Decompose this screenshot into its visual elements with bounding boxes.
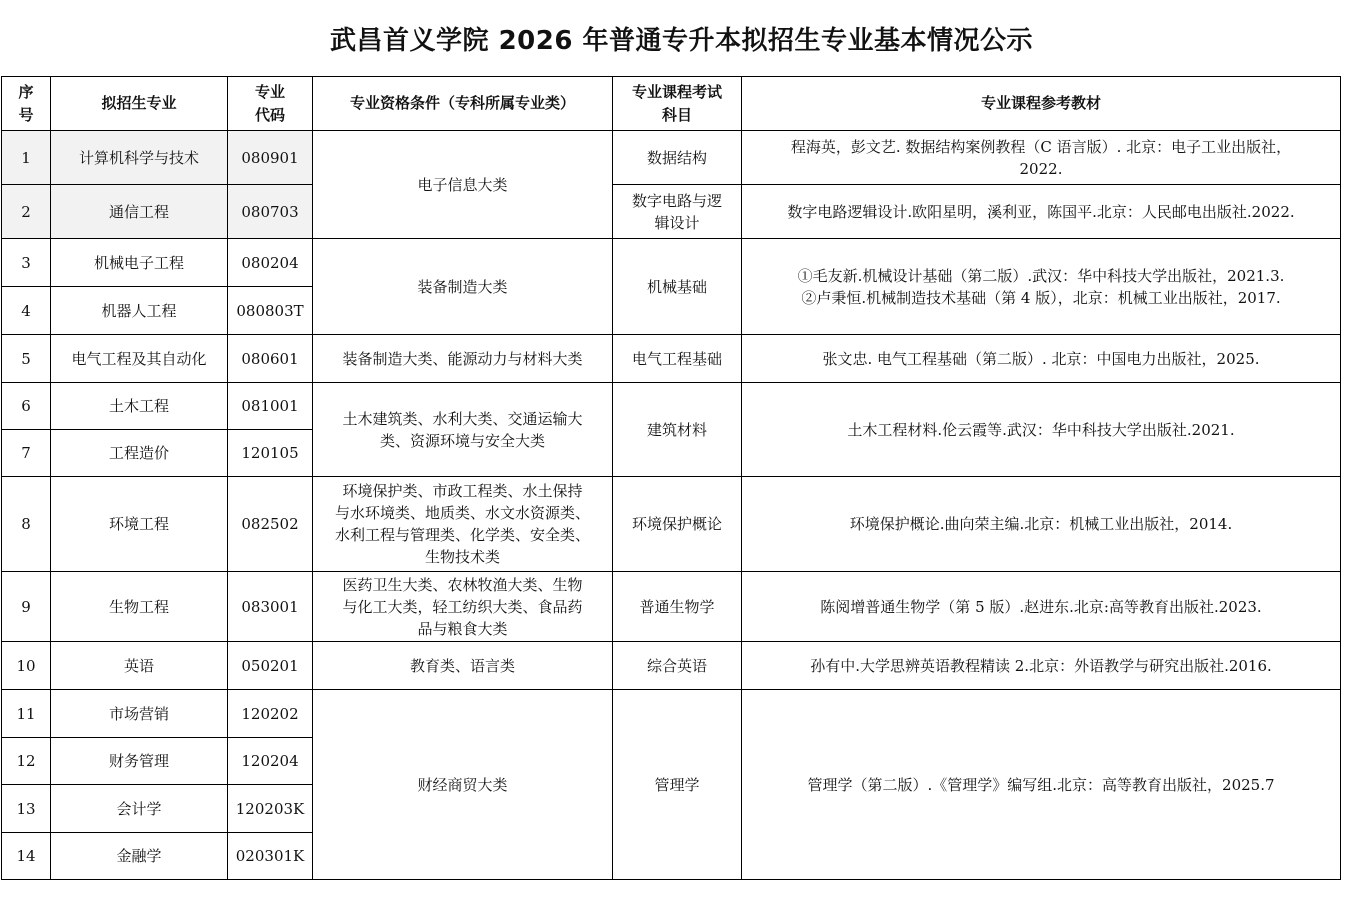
table-row <box>2 572 1341 642</box>
seq-cell: 8 <box>2 477 51 572</box>
textbook-cell: 程海英，彭文艺. 数据结构案例教程（C 语言版）. 北京：电子工业出版社， 2022. <box>742 131 1341 185</box>
condition-cell: 电子信息大类 <box>313 131 613 239</box>
major-cell: 英语 <box>51 642 228 690</box>
table-row <box>2 690 1341 738</box>
exam-course-cell: 数据结构 <box>613 131 742 185</box>
condition-cell: 土木建筑类、水利大类、交通运输大 类、资源环境与安全大类 <box>313 383 613 477</box>
seq-cell: 10 <box>2 642 51 690</box>
code-cell: 083001 <box>228 572 313 642</box>
header-seq: 序 号 <box>2 77 51 131</box>
seq-cell: 6 <box>2 383 51 430</box>
condition-cell: 医药卫生大类、农林牧渔大类、生物 与化工大类，轻工纺织大类、食品药 品与粮食大类 <box>313 572 613 642</box>
header-textbook: 专业课程参考教材 <box>742 77 1341 131</box>
header-row <box>2 77 1341 131</box>
condition-cell: 财经商贸大类 <box>313 690 613 880</box>
exam-course-cell: 电气工程基础 <box>613 335 742 383</box>
header-major: 拟招生专业 <box>51 77 228 131</box>
code-cell: 080803T <box>228 287 313 335</box>
exam-course-cell: 普通生物学 <box>613 572 742 642</box>
textbook-cell: 管理学（第二版）.《管理学》编写组.北京：高等教育出版社，2025.7 <box>742 690 1341 880</box>
textbook-cell: 数字电路逻辑设计.欧阳星明，溪利亚，陈国平.北京：人民邮电出版社.2022. <box>742 185 1341 239</box>
enrollment-table <box>1 76 1341 880</box>
major-cell: 会计学 <box>51 785 228 833</box>
code-cell: 080601 <box>228 335 313 383</box>
textbook-cell: 土木工程材料.伦云霞等.武汉：华中科技大学出版社.2021. <box>742 383 1341 477</box>
code-cell: 120204 <box>228 738 313 785</box>
seq-cell: 5 <box>2 335 51 383</box>
code-cell: 120105 <box>228 430 313 477</box>
exam-course-cell: 环境保护概论 <box>613 477 742 572</box>
seq-cell: 4 <box>2 287 51 335</box>
header-exam-course: 专业课程考试 科目 <box>613 77 742 131</box>
major-cell: 机械电子工程 <box>51 239 228 287</box>
seq-cell: 3 <box>2 239 51 287</box>
major-cell: 工程造价 <box>51 430 228 477</box>
textbook-cell: 孙有中.大学思辨英语教程精读 2.北京：外语教学与研究出版社.2016. <box>742 642 1341 690</box>
code-cell: 080901 <box>228 131 313 185</box>
textbook-cell: 陈阅增普通生物学（第 5 版）.赵进东.北京:高等教育出版社.2023. <box>742 572 1341 642</box>
table-row <box>2 642 1341 690</box>
major-cell: 财务管理 <box>51 738 228 785</box>
seq-cell: 11 <box>2 690 51 738</box>
seq-cell: 2 <box>2 185 51 239</box>
table-row <box>2 477 1341 572</box>
exam-course-cell: 机械基础 <box>613 239 742 335</box>
major-cell: 市场营销 <box>51 690 228 738</box>
seq-cell: 9 <box>2 572 51 642</box>
seq-cell: 1 <box>2 131 51 185</box>
table-row <box>2 185 1341 239</box>
major-cell: 土木工程 <box>51 383 228 430</box>
major-cell: 金融学 <box>51 833 228 880</box>
condition-cell: 环境保护类、市政工程类、水土保持 与水环境类、地质类、水文水资源类、 水利工程与管理类、化学类、安全类、 生物技术类 <box>313 477 613 572</box>
exam-course-cell: 建筑材料 <box>613 383 742 477</box>
code-cell: 081001 <box>228 383 313 430</box>
seq-cell: 7 <box>2 430 51 477</box>
textbook-cell: 环境保护概论.曲向荣主编.北京：机械工业出版社，2014. <box>742 477 1341 572</box>
code-cell: 120203K <box>228 785 313 833</box>
major-cell: 生物工程 <box>51 572 228 642</box>
major-cell: 通信工程 <box>51 185 228 239</box>
code-cell: 080703 <box>228 185 313 239</box>
header-condition: 专业资格条件（专科所属专业类） <box>313 77 613 131</box>
code-cell: 082502 <box>228 477 313 572</box>
major-cell: 计算机科学与技术 <box>51 131 228 185</box>
exam-course-cell: 综合英语 <box>613 642 742 690</box>
code-cell: 080204 <box>228 239 313 287</box>
condition-cell: 装备制造大类、能源动力与材料大类 <box>313 335 613 383</box>
major-cell: 机器人工程 <box>51 287 228 335</box>
code-cell: 120202 <box>228 690 313 738</box>
seq-cell: 14 <box>2 833 51 880</box>
textbook-cell: ①毛友新.机械设计基础（第二版）.武汉：华中科技大学出版社，2021.3. ②卢秉恒.机械制造技术基础（第 4 版），北京：机械工业出版社，2017. <box>742 239 1341 335</box>
major-cell: 环境工程 <box>51 477 228 572</box>
table-row <box>2 383 1341 430</box>
exam-course-cell: 数字电路与逻 辑设计 <box>613 185 742 239</box>
major-cell: 电气工程及其自动化 <box>51 335 228 383</box>
exam-course-cell: 管理学 <box>613 690 742 880</box>
seq-cell: 13 <box>2 785 51 833</box>
table-row <box>2 239 1341 287</box>
page-title: 武昌首义学院 2026 年普通专升本拟招生专业基本情况公示 <box>330 26 1033 56</box>
code-cell: 050201 <box>228 642 313 690</box>
header-code: 专业 代码 <box>228 77 313 131</box>
textbook-cell: 张文忠. 电气工程基础（第二版）. 北京：中国电力出版社，2025. <box>742 335 1341 383</box>
condition-cell: 装备制造大类 <box>313 239 613 335</box>
table-row <box>2 335 1341 383</box>
condition-cell: 教育类、语言类 <box>313 642 613 690</box>
table-row <box>2 131 1341 185</box>
code-cell: 020301K <box>228 833 313 880</box>
seq-cell: 12 <box>2 738 51 785</box>
